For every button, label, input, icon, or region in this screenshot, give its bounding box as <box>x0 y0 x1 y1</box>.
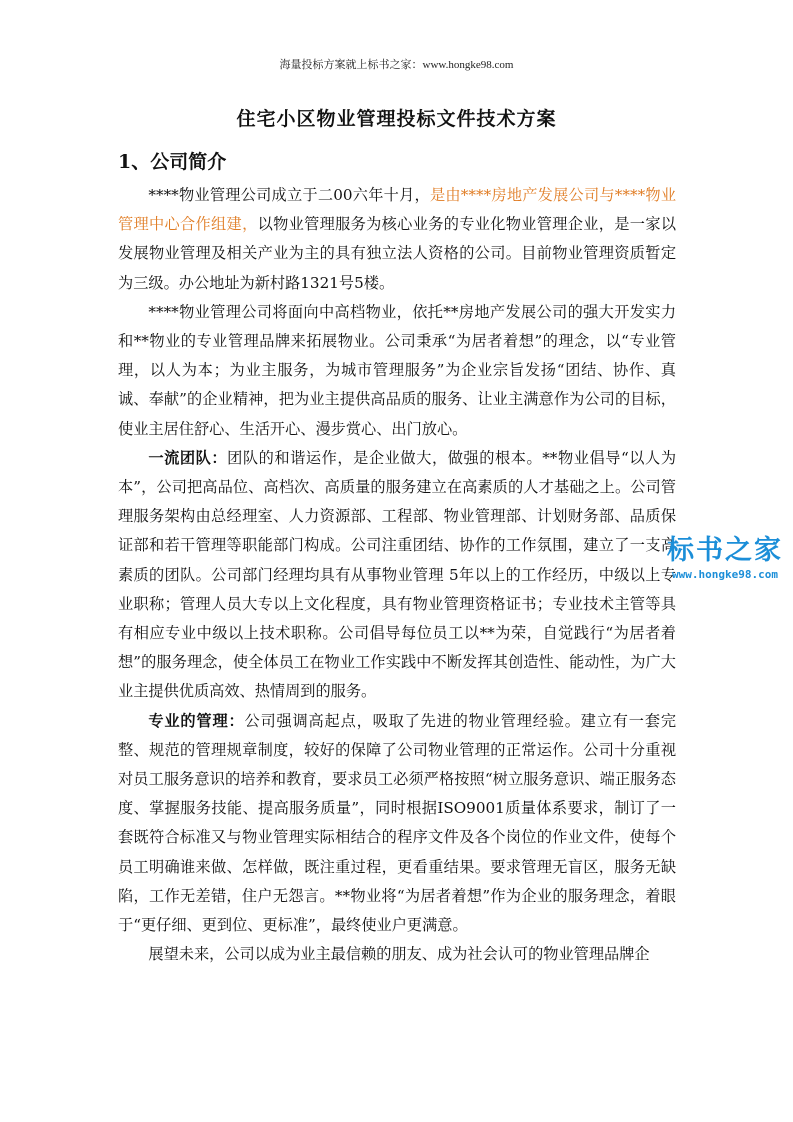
team-lead: 一流团队： <box>148 448 228 467</box>
page-header: 海量投标方案就上标书之家：www.hongke98.com <box>279 59 514 71</box>
paragraph-outlook: 展望未来，公司以成为业主最信赖的朋友、成为社会认可的物业管理品牌企 <box>148 945 650 964</box>
watermark-logo <box>660 536 790 581</box>
intro-text-end: 以物业管理服务为核心业务的专业化物业管理企业，是一家以发展物业管理及相关产业为主的具有独立法人资格的公司。目前物业管理资质暂定为三级。办公地址为新村路1321号5楼。 <box>118 215 677 292</box>
paragraph-management <box>118 707 676 941</box>
document-body <box>118 181 676 969</box>
intro-highlight: 是由****房地产发展公司与****物业管理中心合作组建， <box>118 186 677 234</box>
management-text: 公司强调高起点，吸取了先进的物业管理经验。建立有一套完整、规范的管理规章制度，较好的保障了公司物业管理的正常运作。公司十分重视对员工服务意识的培养和教育，要求员工必须严格按照“树立服务意识、端正服务态度、掌握服务技能、提高服务质量”，同时根据ISO9001质量体系要求，制订了一套既符合标准又与物业管理实际相结合的程序文件及各个岗位的作业文件，使每个员工明确谁来做、怎样做，既注重过程，更看重结果。要求管理无盲区，服务无缺陷，工作无差错，住户无怨言。**物业将“为居者着想”作为企业的服务理念，着眼于“更仔细、更到位、更标准”，最终使业户更满意。 <box>118 711 677 935</box>
paragraph-intro <box>118 181 676 298</box>
paragraph-positioning: ****物业管理公司将面向中高档物业，依托**房地产发展公司的强大开发实力和**物业的专业管理品牌来拓展物业。公司秉承“为居者着想”的理念，以“专业管理，以人为本；为业主服务，为城市管理服务”为企业宗旨发扬“团结、协作、真诚、奉献”的企业精神，把为业主提供高品质的服务、让业主满意作为公司的目标，使业主居住舒心、生活开心、漫步赏心、出门放心。 <box>118 302 676 438</box>
watermark-brand: 标书之家 <box>667 535 783 566</box>
paragraph-team <box>118 444 676 707</box>
document-title: 住宅小区物业管理投标文件技术方案 <box>236 108 557 130</box>
section-heading: 1、公司简介 <box>118 151 227 173</box>
watermark-url: www.hongke98.com <box>672 568 778 581</box>
intro-text-start: ****物业管理公司成立于二00六年十月， <box>148 186 430 204</box>
team-text: 团队的和谐运作，是企业做大，做强的根本。**物业倡导“以人为本”，公司把高品位、高档次、高质量的服务建立在高素质的人才基础之上。公司管理服务架构由总经理室、人力资源部、工程部、物业管理部、计划财务部、品质保证部和若干管理等职能部门构成。公司注重团结、协作的工作氛围，建立了一支高素质的团队。公司部门经理均具有从事物业管理 5年以上的工作经历，中级以上专业职称；管理人员大专以上文化程度，具有物业管理资格证书；专业技术主管等具有相应专业中级以上技术职称。公司倡导每位员工以**为荣，自觉践行“为居者着想”的服务理念，使全体员工在物业工作实践中不断发挥其创造性、能动性，为广大业主提供优质高效、热情周到的服务。 <box>118 448 677 701</box>
management-lead: 专业的管理： <box>148 711 245 730</box>
